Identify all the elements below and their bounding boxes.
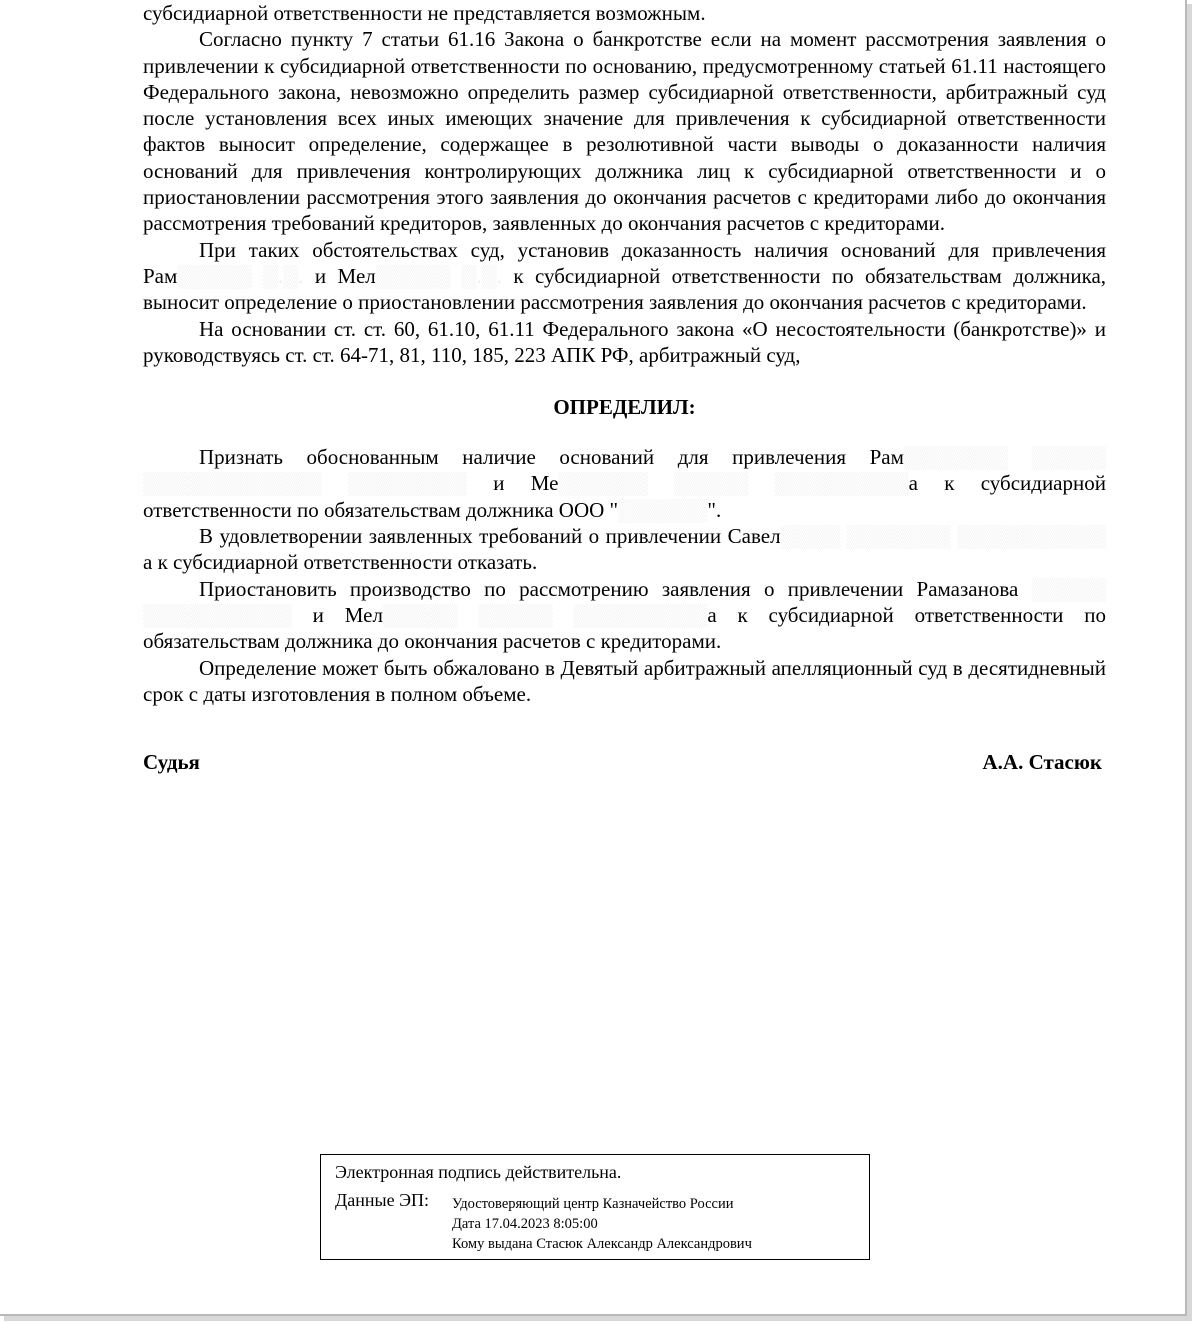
redacted-text: ▒▒▒▒▒ ▒.▒. bbox=[375, 263, 502, 288]
ruling-text: ". bbox=[707, 497, 722, 522]
paragraph-legal-basis: На основании ст. ст. 60, 61.10, 61.11 Федерального закона «О несостоятельности (банкротстве)» и руководствуясь ст. ст. 64-71, 81, 110, 185, 223 АПК РФ, арбитражный суд, bbox=[143, 316, 1106, 367]
paragraph-circumstances-part2: и Мел bbox=[314, 263, 376, 288]
ep-label: Данные ЭП: bbox=[335, 1190, 429, 1210]
redacted-text: ▒▒▒▒ ▒▒▒▒▒▒▒ ▒▒▒▒▒▒▒▒▒▒ bbox=[780, 524, 1106, 549]
judge-role: Судья bbox=[143, 750, 200, 775]
ep-details bbox=[452, 1194, 752, 1254]
redacted-text: ▒▒▒▒▒▒ ▒▒▒▒▒ ▒▒▒▒▒▒▒▒▒ bbox=[558, 471, 909, 496]
redacted-text: ▒▒▒▒▒ ▒▒▒▒▒ ▒▒▒▒▒▒▒▒▒ bbox=[382, 602, 708, 627]
redacted-text: ▒▒▒▒▒ ▒.▒. bbox=[177, 263, 304, 288]
ruling-item-refuse bbox=[143, 523, 1106, 576]
ruling-text: а к субсидиарной ответственности по обязательствам должника до окончания расчетов с кредиторами. bbox=[143, 602, 1106, 654]
electronic-signature-stamp bbox=[320, 1154, 870, 1260]
ep-issuer: Удостоверяющий центр Казначейство России bbox=[452, 1196, 734, 1212]
ep-title: Электронная подпись действительна. bbox=[335, 1162, 622, 1182]
ep-date: Дата 17.04.2023 8:05:00 bbox=[452, 1216, 598, 1232]
ruling-text: и Мел bbox=[312, 602, 383, 627]
ruling-text: В удовлетворении заявленных требований о привлечении Савел bbox=[199, 524, 781, 549]
paragraph-circumstances-part3: к субсидиарной ответственности по обязательствам должника, выносит определение о приостановлении рассмотрения заявления до окончания расчетов с кредиторами. bbox=[143, 263, 1107, 315]
judge-signature-line bbox=[143, 749, 1106, 775]
ruling-item-appeal: Определение может быть обжаловано в Девятый арбитражный апелляционный суд в десятидневный срок с даты изготовления в полном объеме. bbox=[143, 655, 1106, 706]
ruling-text: Признать обоснованным наличие оснований для привлечения Рам bbox=[199, 445, 904, 470]
ruling-heading: ОПРЕДЕЛИЛ: bbox=[553, 395, 696, 420]
ruling-text: а к субсидиарной ответственности по обязательствам должника ООО " bbox=[143, 471, 1106, 522]
redacted-text: ▒▒▒▒▒ ▒▒▒▒▒▒▒▒▒▒ bbox=[143, 576, 1107, 627]
ruling-text: а к субсидиарной ответственности отказать. bbox=[143, 550, 538, 575]
ruling-item-recognize bbox=[143, 444, 1106, 523]
ruling-text: Приостановить производство по рассмотрению заявления о привлечении Рамазанова bbox=[199, 576, 1019, 601]
paragraph-circumstances bbox=[143, 237, 1106, 316]
ruling-item-suspend bbox=[143, 576, 1106, 655]
page-shadow-bottom bbox=[4, 1316, 1192, 1321]
judge-name: А.А. Стасюк bbox=[982, 750, 1102, 775]
ep-issued-to: Кому выдана Стасюк Александр Александрович bbox=[452, 1236, 752, 1252]
redacted-text: ▒▒▒▒▒▒ bbox=[618, 497, 708, 522]
paragraph-circumstances-part1: При таких обстоятельствах суд, установив доказанность наличия оснований для привлечения Рам bbox=[143, 237, 1106, 288]
paragraph-continuation: субсидиарной ответственности не представляется возможным. bbox=[143, 1, 706, 25]
ruling-text: и Ме bbox=[493, 471, 559, 496]
redacted-text: ▒▒▒▒▒▒▒ ▒▒▒▒▒ ▒▒▒▒▒▒▒▒▒▒▒▒ ▒▒▒▒▒▒▒▒ bbox=[143, 445, 1106, 496]
page-shadow-right bbox=[1187, 4, 1192, 1320]
document-body bbox=[143, 0, 1106, 775]
paragraph-article-61-16: Согласно пункту 7 статьи 61.16 Закона о банкротстве если на момент рассмотрения заявления о привлечении к субсидиарной ответственности по основанию, предусмотренному статьей 61.11 настоящего Федерального закона, невозможно определить размер субсидиарной ответственности, арбитражный суд после установления всех иных имеющих значение для привлечения к субсидиарной ответственности фактов выносит определение, содержащее в резолютивной части выводы о доказанности наличия оснований для привлечения контролирующих должника лиц к субсидиарной ответственности и о приостановлении рассмотрения этого заявления до окончания расчетов с кредиторами либо до окончания рассмотрения требований кредиторов, заявленных до окончания расчетов с кредиторами. bbox=[143, 27, 1106, 236]
